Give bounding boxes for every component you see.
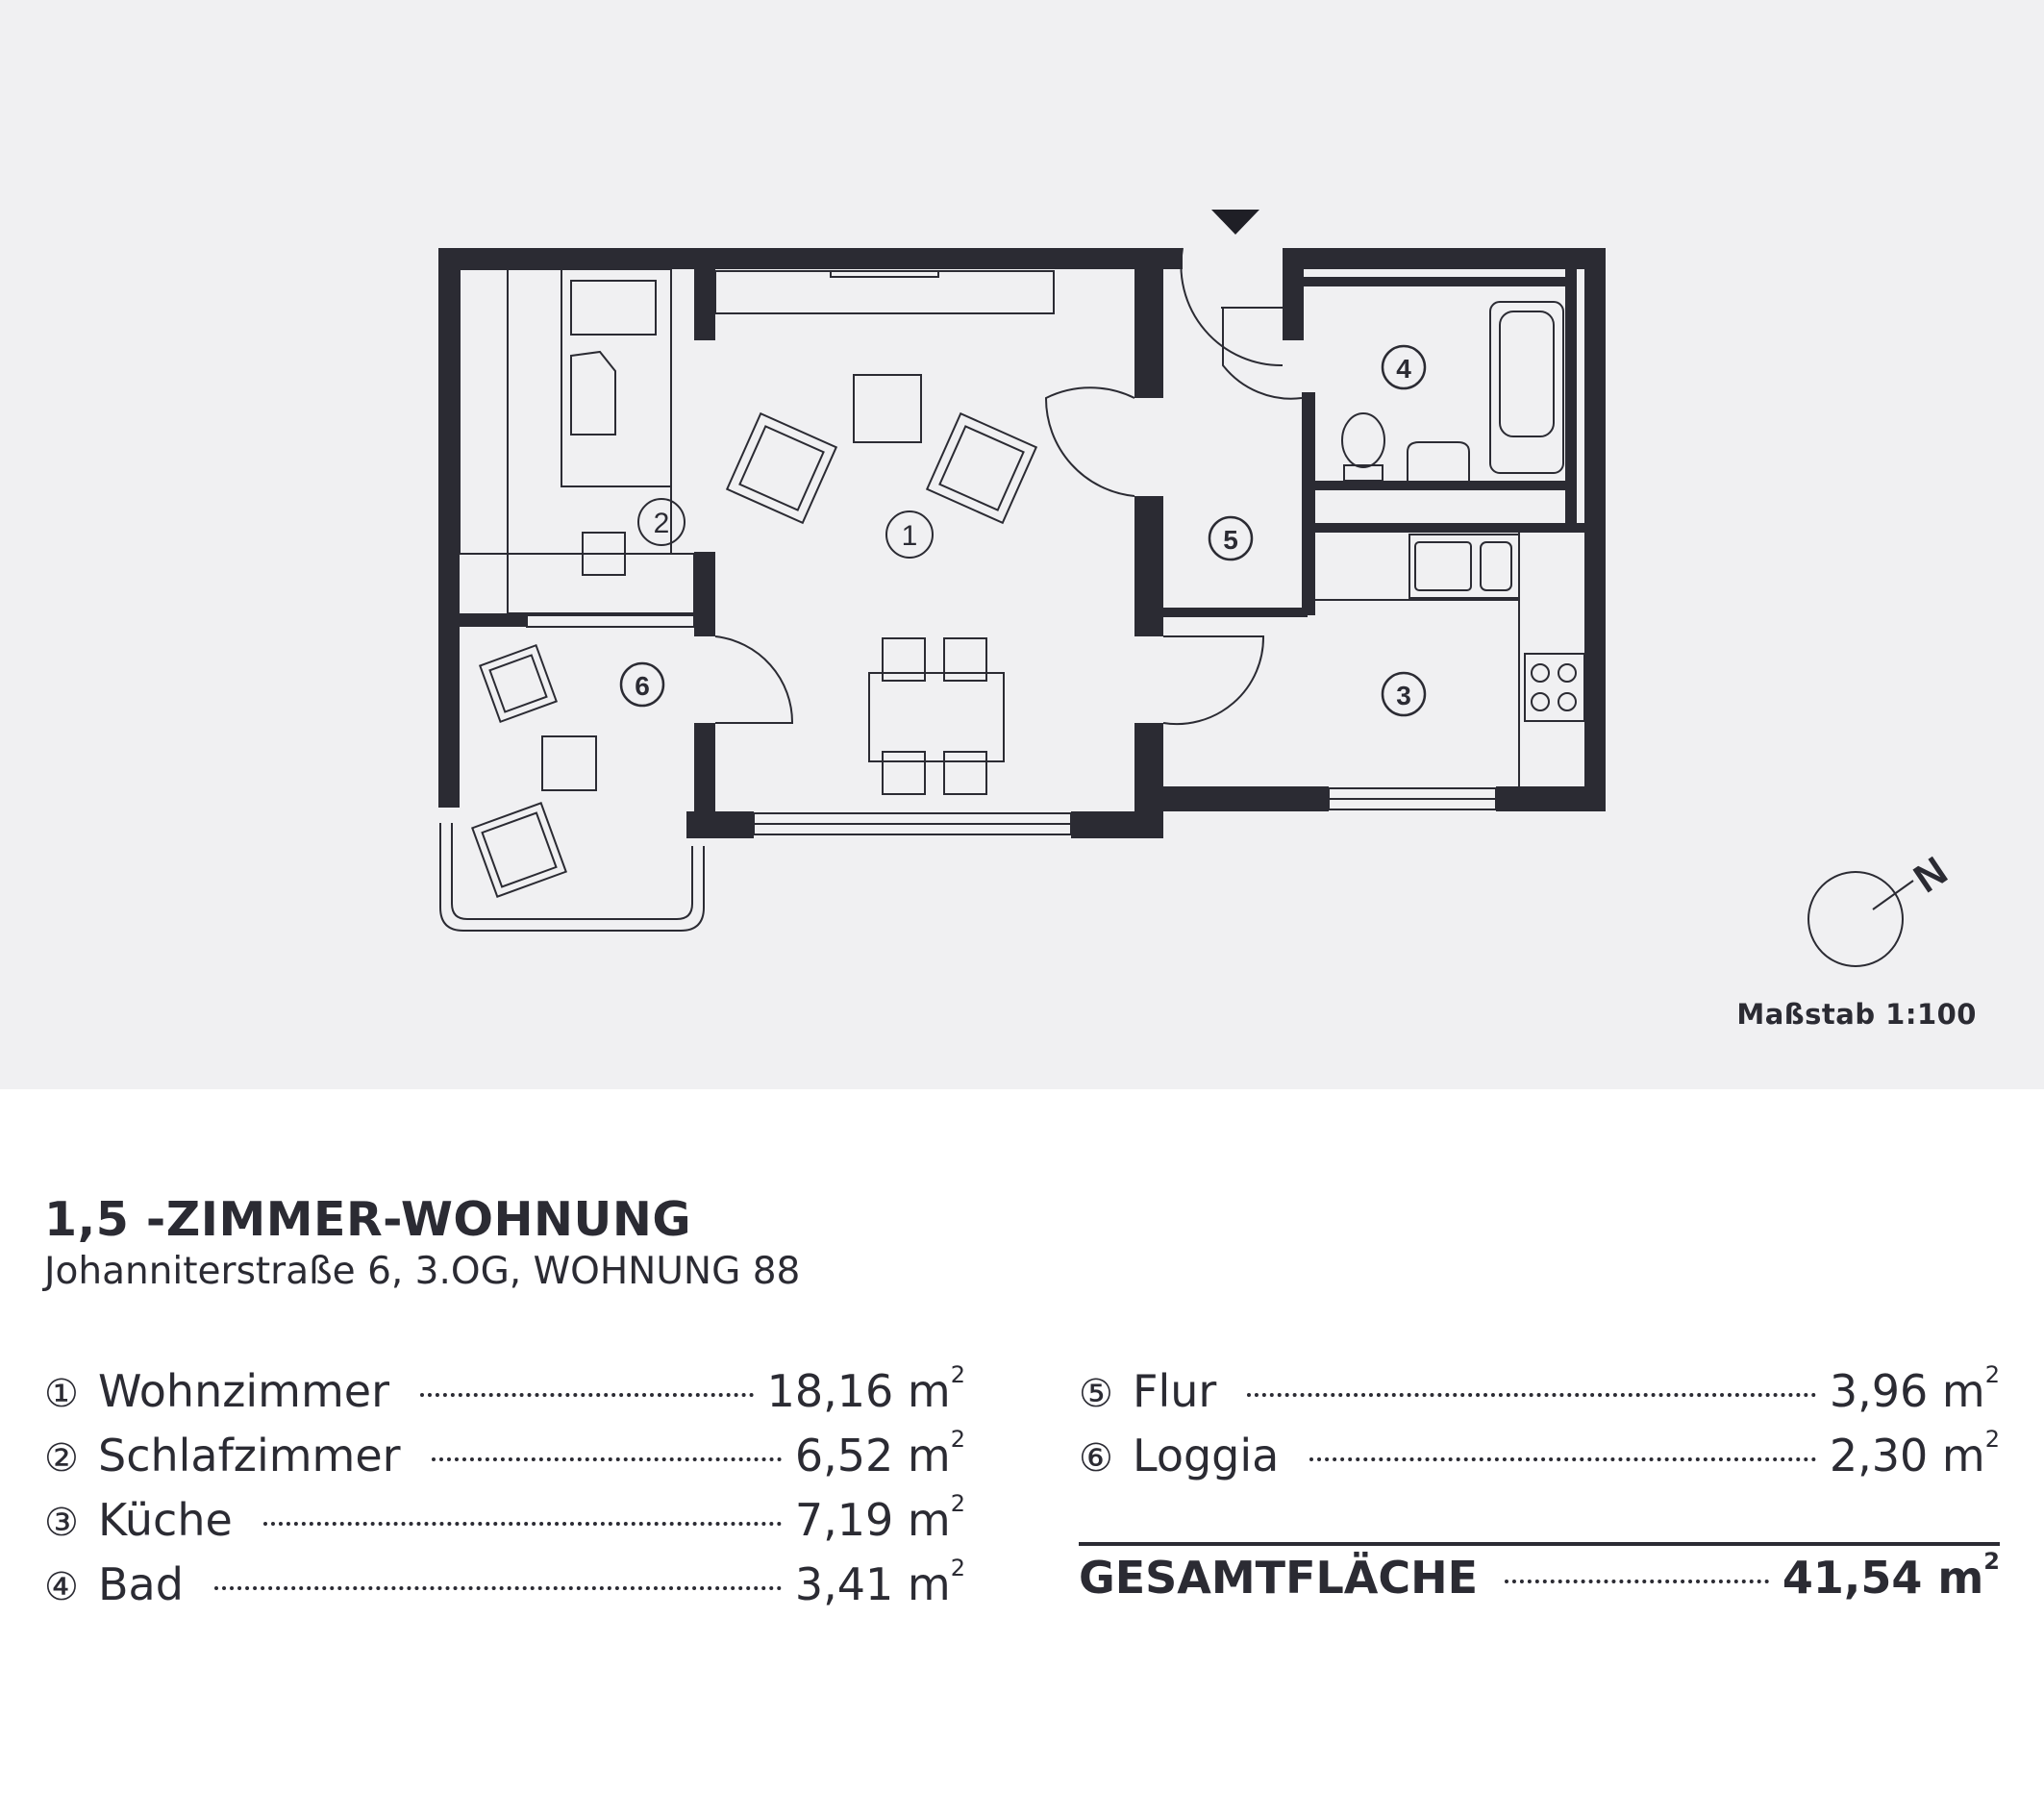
room-area: 6,52 $m^2$ xyxy=(794,1426,965,1481)
room-area-list-left xyxy=(44,1361,965,1623)
scale-label: Maßstab 1:100 xyxy=(1736,998,1977,1031)
total-divider xyxy=(1079,1542,2000,1546)
svg-text:5: 5 xyxy=(1223,525,1238,555)
dot-leader xyxy=(263,1522,782,1526)
room-name: Flur xyxy=(1133,1365,1217,1417)
apartment-title: 1,5 -ZIMMER-WOHNUNG xyxy=(44,1192,692,1247)
total-area-row xyxy=(1079,1548,2000,1619)
svg-text:1: 1 xyxy=(901,520,918,552)
dot-leader xyxy=(214,1586,782,1590)
north-compass-icon xyxy=(1808,848,1955,966)
dot-leader xyxy=(432,1457,782,1461)
room-marker-1 xyxy=(886,511,933,558)
room-area: 7,19 $m^2$ xyxy=(794,1490,965,1546)
total-label: GESAMTFLÄCHE xyxy=(1079,1552,1479,1604)
dot-leader xyxy=(1247,1393,1816,1397)
apartment-address: Johanniterstraße 6, 3.OG, WOHNUNG 88 xyxy=(44,1250,801,1293)
room-name: Bad xyxy=(98,1558,184,1610)
dot-leader xyxy=(420,1393,754,1397)
list-item xyxy=(44,1555,965,1623)
room-area: 3,41 $m^2$ xyxy=(794,1555,965,1610)
list-item xyxy=(44,1490,965,1558)
room-area: 2,30 $m^2$ xyxy=(1829,1426,2000,1481)
room-marker-4 xyxy=(1383,346,1425,388)
room-area: 3,96 $m^2$ xyxy=(1829,1361,2000,1417)
room-marker-5 xyxy=(1209,517,1252,560)
svg-text:N: N xyxy=(1906,847,1956,902)
room-area: 18,16 $m^2$ xyxy=(766,1361,965,1417)
room-number: ⑥ xyxy=(1079,1436,1113,1481)
room-marker-2 xyxy=(638,499,685,545)
svg-text:2: 2 xyxy=(653,508,670,539)
list-item xyxy=(1079,1361,2000,1430)
entrance-arrow-icon xyxy=(1211,210,1259,235)
room-number: ③ xyxy=(44,1501,79,1545)
room-area-list-right xyxy=(1079,1361,2000,1494)
room-name: Wohnzimmer xyxy=(98,1365,389,1417)
fixtures xyxy=(440,248,1584,931)
room-name: Loggia xyxy=(1133,1430,1280,1481)
room-name: Schlafzimmer xyxy=(98,1430,401,1481)
room-number: ① xyxy=(44,1372,79,1416)
list-item xyxy=(1079,1426,2000,1494)
svg-text:4: 4 xyxy=(1396,354,1411,384)
list-item xyxy=(44,1426,965,1494)
svg-text:3: 3 xyxy=(1396,681,1411,710)
dot-leader xyxy=(1505,1580,1769,1583)
total-area: 41,54 $m^2$ xyxy=(1782,1548,2000,1604)
dot-leader xyxy=(1309,1457,1816,1461)
room-marker-3 xyxy=(1383,673,1425,715)
svg-text:6: 6 xyxy=(635,671,650,701)
room-number: ② xyxy=(44,1436,79,1481)
room-name: Küche xyxy=(98,1494,233,1546)
list-item xyxy=(44,1361,965,1430)
room-number: ④ xyxy=(44,1565,79,1609)
room-number: ⑤ xyxy=(1079,1372,1113,1416)
room-marker-6 xyxy=(621,663,663,706)
